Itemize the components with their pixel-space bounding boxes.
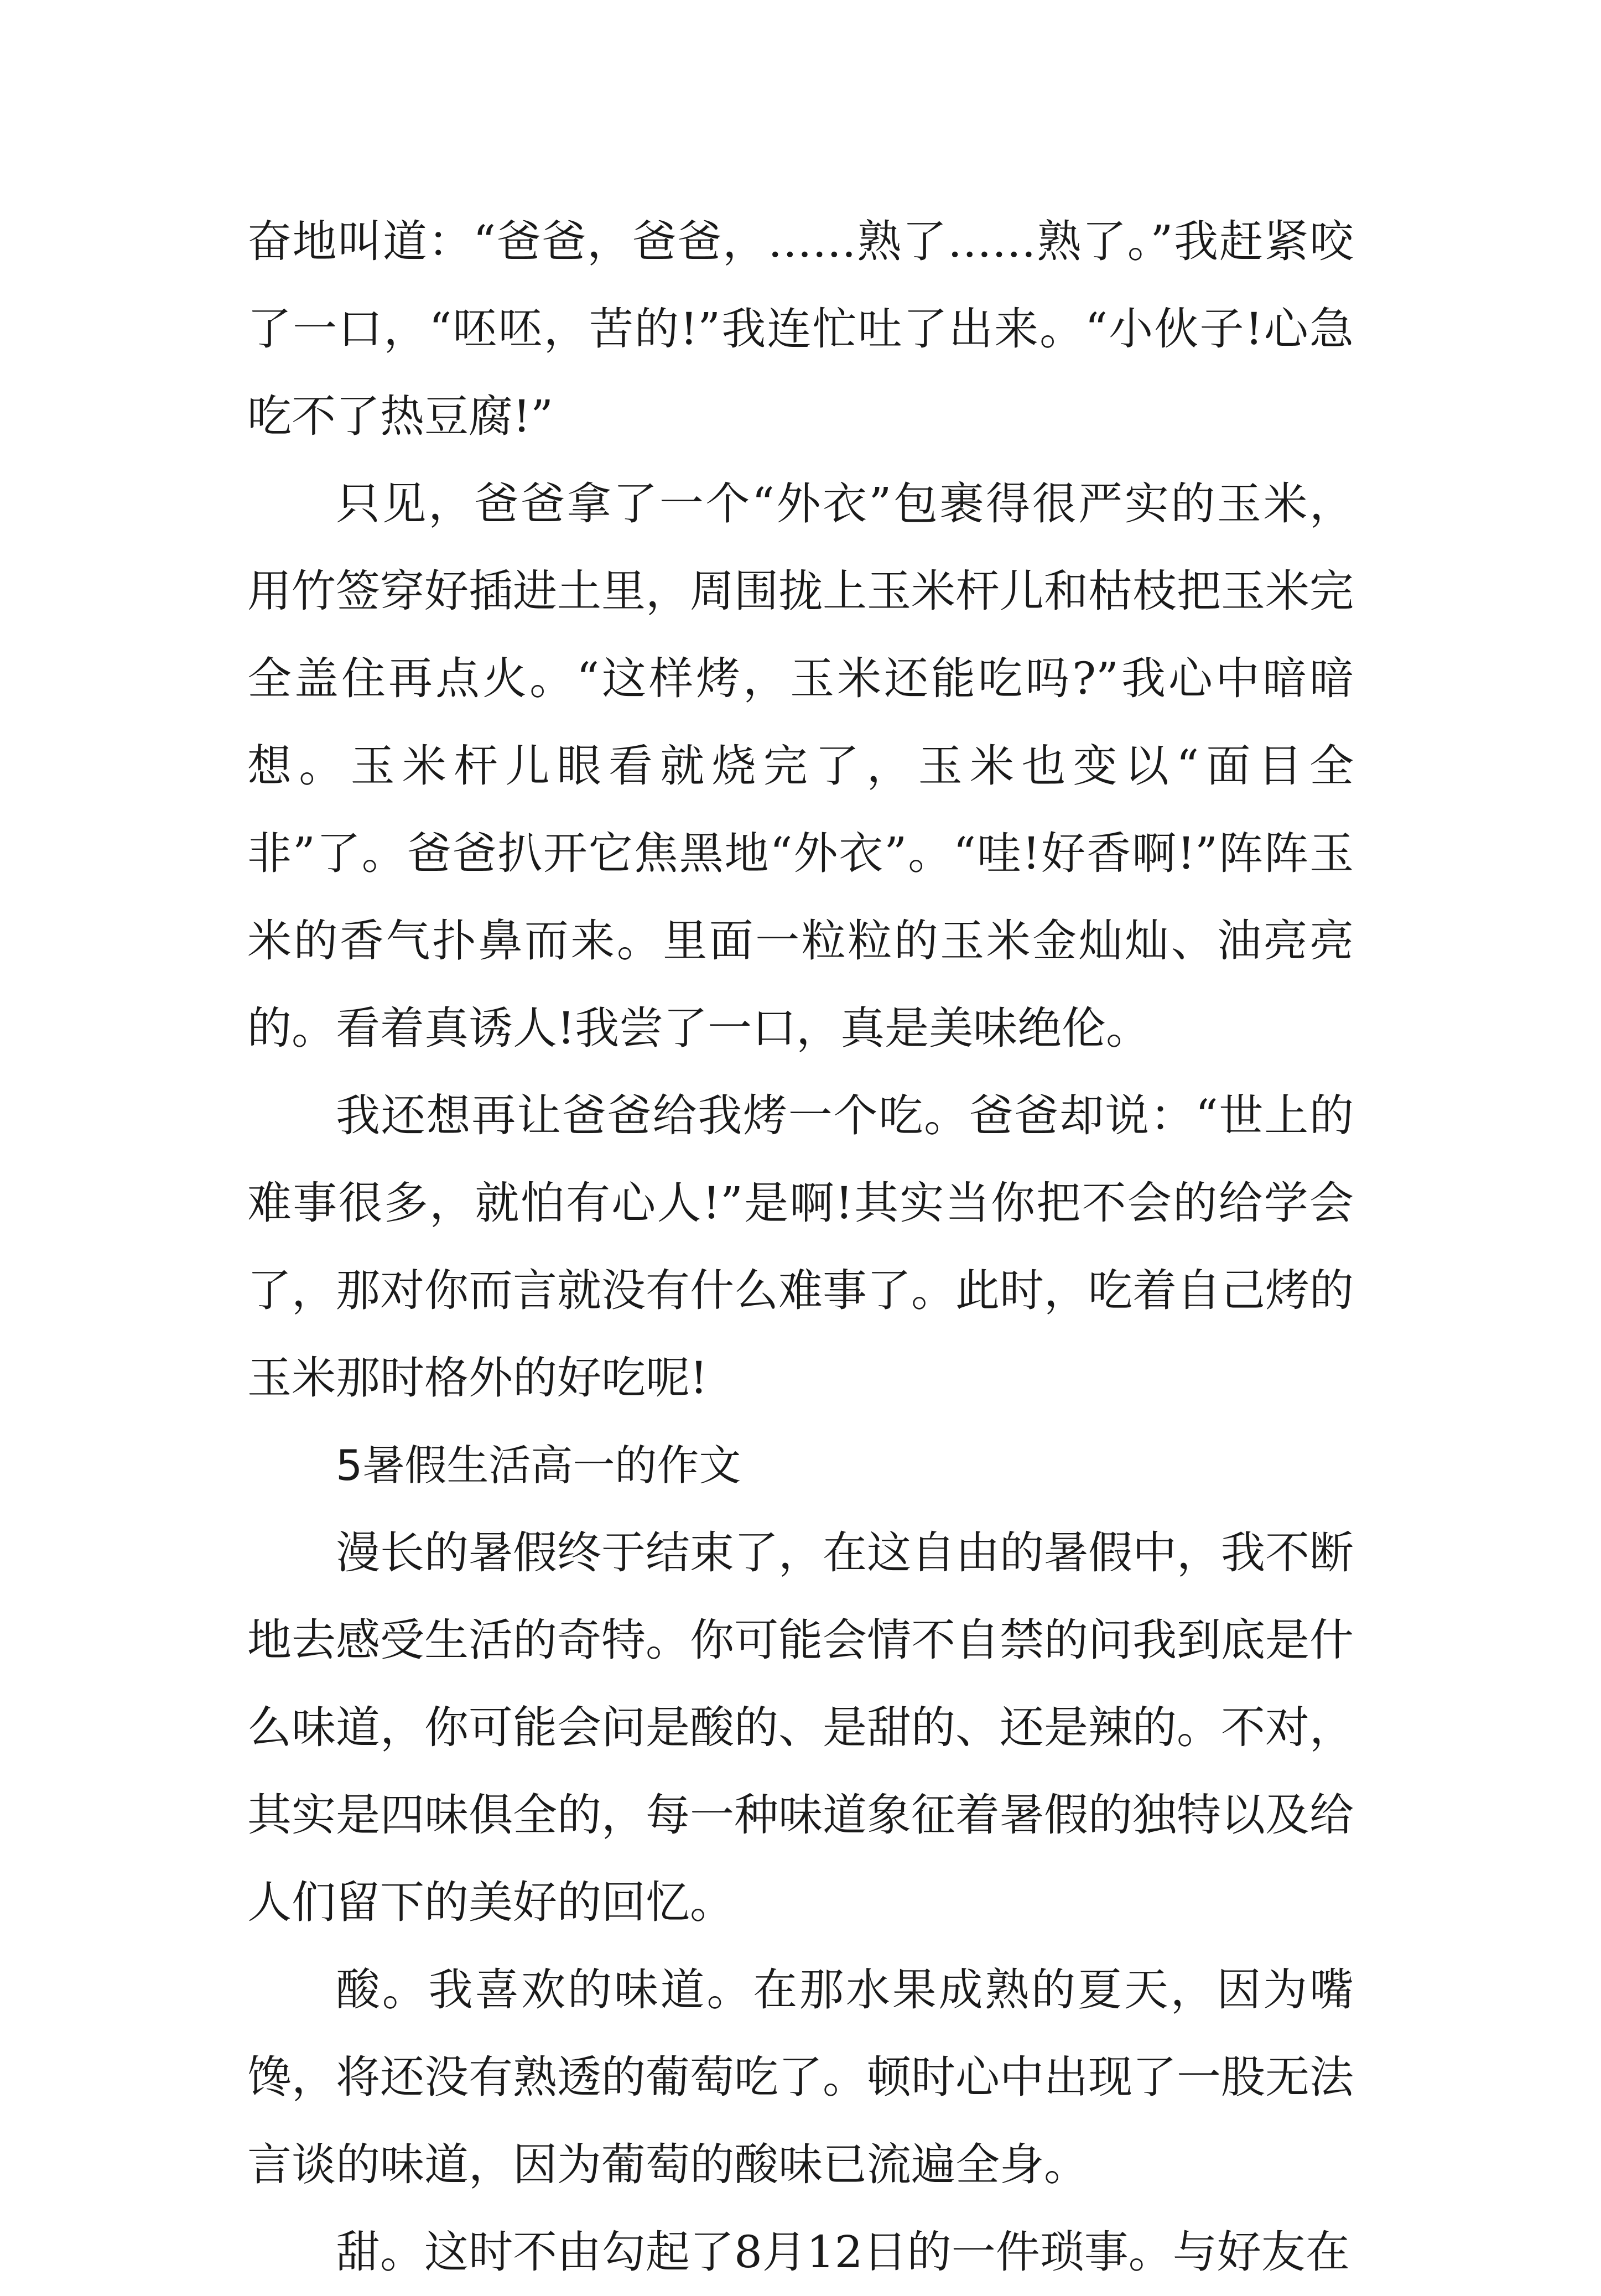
paragraph-summer-intro: 漫长的暑假终于结束了，在这自由的暑假中，我不断地去感受生活的奇特。你可能会情不自禁的问我到底是什么味道，你可能会问是酸的、是甜的、还是辣的。不对，其实是四味俱全的，每一种味道象征着暑假的独特以及给人们留下的美好的回忆。 xyxy=(247,1527,1354,1928)
paragraph-sweet: 甜。这时不由勾起了8月12日的一件琐事。与好友在 xyxy=(336,2226,1350,2278)
section-heading: 5暑假生活高一的作文 xyxy=(336,1441,741,1490)
paragraph-sour: 酸。我喜欢的味道。在那水果成熟的夏天，因为嘴馋，将还没有熟透的葡萄吃了。顿时心中出现了一股无法言谈的味道，因为葡萄的酸味已流遍全身。 xyxy=(247,1964,1354,2190)
paragraph-roasting-corn: 只见，爸爸拿了一个“外衣”包裹得很严实的玉米，用竹签穿好插进土里，周围拢上玉米杆儿和枯枝把玉米完全盖住再点火。“这样烤，玉米还能吃吗?”我心中暗暗想。玉米杆儿眼看就烧完了，玉米也变以“面目全非”了。爸爸扒开它焦黑地“外衣”。“哇!好香啊!”阵阵玉米的香气扑鼻而来。里面一粒粒的玉米金灿灿、油亮亮的。看着真诱人!我尝了一口，真是美味绝伦。 xyxy=(247,478,1354,1054)
paragraph-father-advice: 我还想再让爸爸给我烤一个吃。爸爸却说：“世上的难事很多，就怕有心人!”是啊!其实当你把不会的给学会了，那对你而言就没有什么难事了。此时，吃着自己烤的玉米那时格外的好吃呢! xyxy=(247,1090,1354,1404)
document-body xyxy=(247,198,1354,2296)
paragraph-continuation: 奋地叫道：“爸爸，爸爸，……熟了……熟了。”我赶紧咬了一口，“呸呸，苦的!”我连忙吐了出来。“小伙子!心急吃不了热豆腐!” xyxy=(247,216,1354,442)
